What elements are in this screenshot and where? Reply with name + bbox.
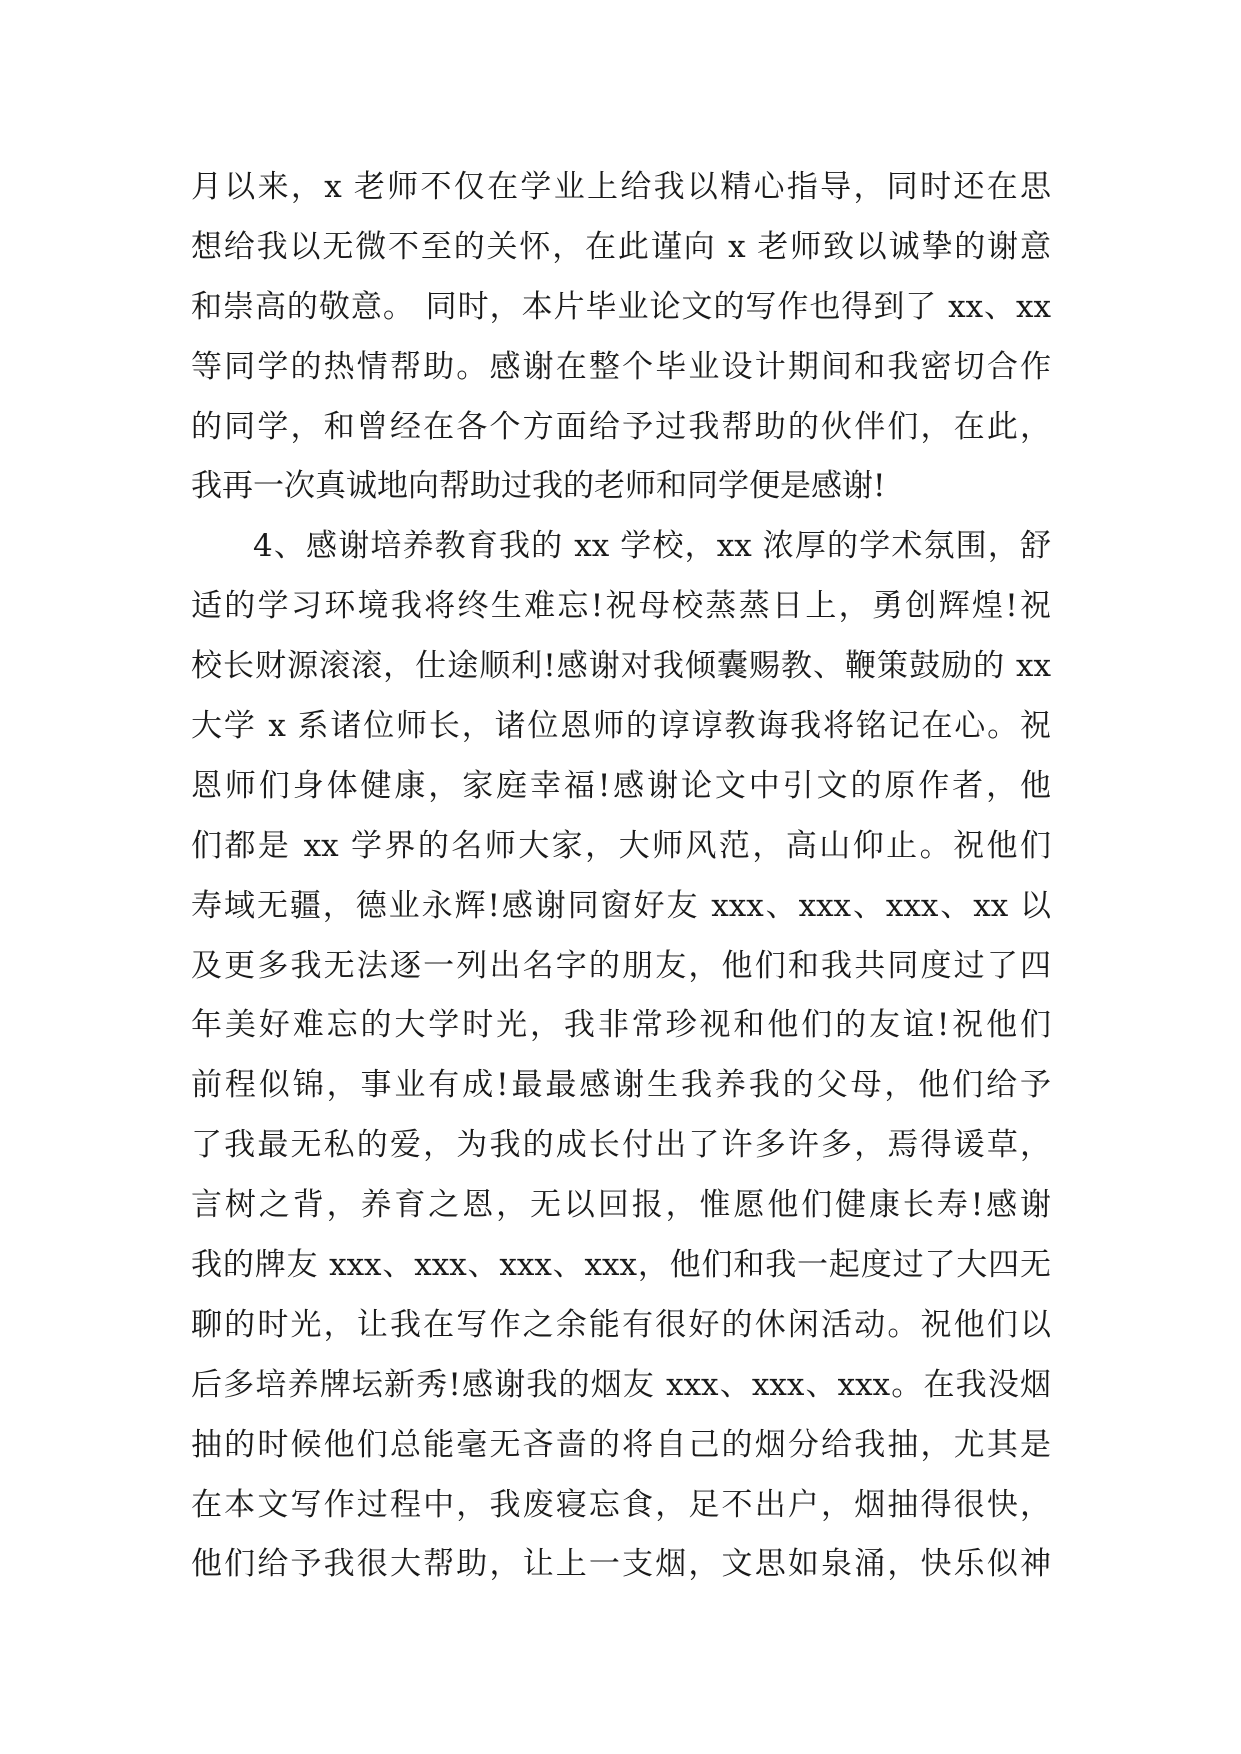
text-line: 我的牌友 xxx、xxx、xxx、xxx，他们和我一起度过了大四无 [191, 1247, 1051, 1284]
text-line: 想给我以无微不至的关怀，在此谨向 x 老师致以诚挚的谢意 [191, 228, 1051, 265]
text-line: 年美好难忘的大学时光，我非常珍视和他们的友谊!祝他们 [191, 1007, 1051, 1044]
text-line: 和崇高的敬意。 同时，本片毕业论文的写作也得到了 xx、xx [191, 288, 1051, 325]
text-line: 们都是 xx 学界的名师大家，大师风范，高山仰止。祝他们 [191, 827, 1051, 864]
text-line: 大学 x 系诸位师长，诸位恩师的谆谆教诲我将铭记在心。祝 [191, 708, 1051, 745]
text-line: 适的学习环境我将终生难忘!祝母校蒸蒸日上，勇创辉煌!祝 [191, 588, 1051, 625]
paragraph-1 [191, 158, 1051, 517]
text-line: 等同学的热情帮助。感谢在整个毕业设计期间和我密切合作 [191, 348, 1051, 385]
text-line: 言树之背，养育之恩，无以回报，惟愿他们健康长寿!感谢 [191, 1187, 1051, 1224]
text-line: 后多培养牌坛新秀!感谢我的烟友 xxx、xxx、xxx。在我没烟 [191, 1366, 1051, 1403]
text-line: 在本文写作过程中，我废寝忘食，足不出户，烟抽得很快， [191, 1486, 1051, 1523]
body-text [191, 158, 1051, 1595]
text-line: 4、感谢培养教育我的 xx 学校，xx 浓厚的学术氛围，舒 [253, 528, 1051, 565]
text-line: 我再一次真诚地向帮助过我的老师和同学便是感谢! [191, 468, 886, 505]
text-line: 了我最无私的爱，为我的成长付出了许多许多，焉得谖草， [191, 1127, 1051, 1164]
text-line: 及更多我无法逐一列出名字的朋友，他们和我共同度过了四 [191, 947, 1051, 984]
text-line: 寿域无疆，德业永辉!感谢同窗好友 xxx、xxx、xxx、xx 以 [191, 887, 1051, 924]
text-line: 的同学，和曾经在各个方面给予过我帮助的伙伴们，在此， [191, 408, 1051, 445]
text-line: 他们给予我很大帮助，让上一支烟，文思如泉涌，快乐似神 [191, 1546, 1051, 1583]
text-line: 聊的时光，让我在写作之余能有很好的休闲活动。祝他们以 [191, 1306, 1051, 1343]
text-line: 前程似锦，事业有成!最最感谢生我养我的父母，他们给予 [191, 1067, 1051, 1104]
text-line: 恩师们身体健康，家庭幸福!感谢论文中引文的原作者，他 [191, 767, 1051, 804]
text-line: 月以来，x 老师不仅在学业上给我以精心指导，同时还在思 [191, 169, 1051, 205]
text-line: 校长财源滚滚，仕途顺利!感谢对我倾囊赐教、鞭策鼓励的 xx [191, 648, 1051, 685]
text-line: 抽的时候他们总能毫无吝啬的将自己的烟分给我抽，尤其是 [191, 1426, 1051, 1463]
paragraph-2 [191, 517, 1051, 1595]
